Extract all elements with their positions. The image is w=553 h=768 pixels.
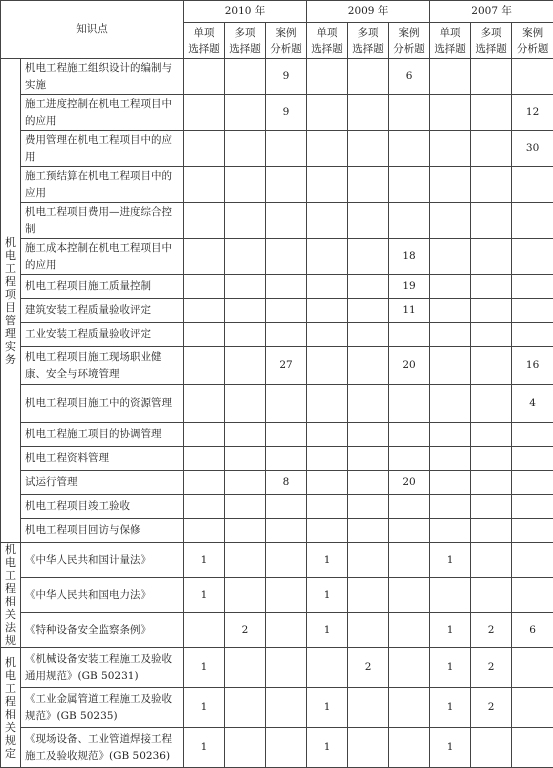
score-cell: 9 [266,59,307,95]
score-cell: 8 [266,471,307,495]
table-row [1,728,553,768]
score-cell [430,519,471,543]
topic-cell: 施工成本控制在机电工程项目中的应用 [21,239,184,275]
score-cell [348,323,389,347]
score-cell [389,323,430,347]
score-cell [348,59,389,95]
score-cell: 16 [512,347,553,385]
score-cell: 1 [430,613,471,648]
score-cell [389,728,430,768]
score-cell [430,299,471,323]
score-cell [430,239,471,275]
table-row [1,495,553,519]
score-cell [348,347,389,385]
score-cell [225,299,266,323]
topic-cell: 机电工程项目施工现场职业健康、安全与环境管理 [21,347,184,385]
table-row [1,95,553,131]
category-cell [1,648,21,768]
score-cell [307,203,348,239]
score-cell: 1 [430,688,471,728]
topic-cell: 《机械设备安装工程施工及验收通用规范》(GB 50231) [21,648,184,688]
score-cell [225,131,266,167]
question-type-label: 案例 [512,25,553,41]
year-header: 2009 年 [307,1,430,23]
score-cell [471,385,512,423]
score-cell [225,95,266,131]
score-cell [512,688,553,728]
question-type-header [512,23,553,59]
score-cell: 4 [512,385,553,423]
score-cell [348,131,389,167]
score-cell: 1 [184,648,225,688]
score-cell [307,648,348,688]
topic-cell: 机电工程施工项目的协调管理 [21,423,184,447]
score-cell: 1 [307,613,348,648]
score-cell [266,447,307,471]
score-cell [389,385,430,423]
score-cell [225,447,266,471]
topic-cell: 《现场设备、工业管道焊接工程施工及验收规范》(GB 50236) [21,728,184,768]
score-cell [430,578,471,613]
score-cell [225,347,266,385]
score-cell [225,59,266,95]
score-cell [471,203,512,239]
score-cell [348,447,389,471]
score-cell: 1 [307,688,348,728]
score-cell: 6 [512,613,553,648]
table-row [1,447,553,471]
question-type-label: 多项 [471,25,511,41]
score-cell [512,275,553,299]
table-row [1,167,553,203]
score-cell [184,471,225,495]
table-row [1,275,553,299]
topic-cell: 机电工程资料管理 [21,447,184,471]
category-cell [1,543,21,648]
score-cell [471,519,512,543]
score-cell [389,688,430,728]
score-cell [348,578,389,613]
score-cell [389,203,430,239]
score-cell [389,423,430,447]
topic-cell: 机电工程施工组织设计的编制与实施 [21,59,184,95]
score-cell: 12 [512,95,553,131]
score-cell [348,688,389,728]
score-cell [430,495,471,519]
score-cell: 20 [389,471,430,495]
score-cell [184,519,225,543]
score-cell: 1 [307,543,348,578]
score-cell: 1 [430,648,471,688]
score-cell [307,323,348,347]
score-cell [512,578,553,613]
question-type-header [389,23,430,59]
score-cell [430,471,471,495]
score-cell [266,688,307,728]
category-cell [1,59,21,543]
table-row [1,131,553,167]
score-cell [348,543,389,578]
score-cell [430,275,471,299]
score-cell [471,471,512,495]
score-cell: 2 [471,648,512,688]
topic-cell: 《中华人民共和国计量法》 [21,543,184,578]
question-type-header [225,23,266,59]
score-cell [512,59,553,95]
score-cell [512,423,553,447]
table-row [1,59,553,95]
score-cell [389,613,430,648]
header-year-row [1,1,553,23]
score-cell [225,728,266,768]
score-cell [471,728,512,768]
table-row [1,648,553,688]
score-cell: 19 [389,275,430,299]
score-cell [266,131,307,167]
question-type-label: 多项 [225,25,265,41]
score-cell [184,423,225,447]
score-cell [389,447,430,471]
score-cell [512,447,553,471]
topic-cell: 《中华人民共和国电力法》 [21,578,184,613]
score-cell [225,543,266,578]
topic-cell: 建筑安装工程质量验收评定 [21,299,184,323]
score-cell [348,95,389,131]
score-cell: 2 [471,688,512,728]
score-cell [512,495,553,519]
score-cell [471,323,512,347]
score-cell [389,648,430,688]
score-cell [307,447,348,471]
score-cell: 1 [430,728,471,768]
score-cell [225,648,266,688]
question-type-label: 案例 [389,25,429,41]
score-cell: 2 [225,613,266,648]
score-cell [184,131,225,167]
score-cell [307,239,348,275]
score-cell: 27 [266,347,307,385]
score-cell: 1 [184,543,225,578]
score-cell [225,688,266,728]
score-cell [389,131,430,167]
score-cell [348,203,389,239]
score-cell [184,299,225,323]
table-row [1,239,553,275]
score-cell [184,323,225,347]
table-row [1,347,553,385]
score-cell [348,239,389,275]
score-cell [389,578,430,613]
score-cell [225,239,266,275]
topic-cell: 工业安装工程质量验收评定 [21,323,184,347]
score-cell [512,167,553,203]
score-cell [184,95,225,131]
score-cell [184,613,225,648]
table-row [1,385,553,423]
score-cell [307,299,348,323]
score-cell: 20 [389,347,430,385]
score-cell [225,423,266,447]
score-cell [512,543,553,578]
score-cell [307,347,348,385]
score-cell [184,447,225,471]
score-cell [471,275,512,299]
score-cell [348,423,389,447]
score-cell [225,578,266,613]
question-type-label: 选择题 [225,41,265,57]
knowledge-point-header: 知识点 [1,1,184,59]
question-type-label: 分析题 [266,41,306,57]
score-cell [225,167,266,203]
score-cell [430,167,471,203]
score-cell [266,323,307,347]
score-cell [266,203,307,239]
question-type-label: 案例 [266,25,306,41]
score-cell [430,131,471,167]
score-cell [471,347,512,385]
score-cell [348,613,389,648]
score-cell [307,95,348,131]
score-cell [307,131,348,167]
table-row [1,688,553,728]
table-row [1,203,553,239]
question-type-label: 选择题 [471,41,511,57]
question-type-label: 分析题 [512,41,553,57]
score-cell [430,59,471,95]
score-cell [184,385,225,423]
topic-cell: 试运行管理 [21,471,184,495]
question-type-header [471,23,512,59]
score-cell [266,578,307,613]
topic-cell: 机电工程项目费用—进度综合控制 [21,203,184,239]
score-cell [184,347,225,385]
question-type-label: 选择题 [430,41,470,57]
score-cell: 2 [471,613,512,648]
question-type-header [430,23,471,59]
score-cell: 1 [184,728,225,768]
topic-cell: 费用管理在机电工程项目中的应用 [21,131,184,167]
score-cell [430,203,471,239]
category-label: 机 电 工 程 项 目 管 理 实 务 [3,236,18,366]
score-cell [225,203,266,239]
question-type-label: 多项 [348,25,388,41]
table-row [1,578,553,613]
score-cell [266,275,307,299]
score-cell: 1 [184,688,225,728]
table-row [1,323,553,347]
question-type-label: 单项 [307,25,347,41]
score-cell: 11 [389,299,430,323]
score-cell [307,275,348,299]
score-cell [430,447,471,471]
score-cell [389,495,430,519]
topic-cell: 机电工程项目回访与保修 [21,519,184,543]
question-type-header [266,23,307,59]
score-cell [471,131,512,167]
table-body [1,1,553,768]
score-cell [348,495,389,519]
score-cell [471,239,512,275]
question-type-label: 选择题 [348,41,388,57]
score-cell [266,543,307,578]
score-cell [471,59,512,95]
score-cell [266,648,307,688]
score-cell [512,728,553,768]
score-cell: 18 [389,239,430,275]
score-cell [266,385,307,423]
score-cell [266,299,307,323]
score-cell [307,59,348,95]
score-cell [471,299,512,323]
score-cell [512,239,553,275]
topic-cell: 《工业金属管道工程施工及验收规范》(GB 50235) [21,688,184,728]
score-cell [184,239,225,275]
score-cell: 9 [266,95,307,131]
score-cell [225,323,266,347]
score-cell [512,648,553,688]
score-cell [471,578,512,613]
score-cell [348,519,389,543]
table-row [1,519,553,543]
score-cell [225,495,266,519]
score-cell [430,347,471,385]
score-cell: 1 [307,728,348,768]
year-header: 2007 年 [430,1,553,23]
category-label: 机 电 工 程 相 关 规 定 [3,656,18,760]
score-cell [266,239,307,275]
score-cell [348,167,389,203]
score-cell [512,323,553,347]
topic-cell: 施工预结算在机电工程项目中的应用 [21,167,184,203]
score-cell: 2 [348,648,389,688]
score-cell [512,299,553,323]
score-cell [389,543,430,578]
question-type-label: 分析题 [389,41,429,57]
score-cell [512,203,553,239]
score-cell: 6 [389,59,430,95]
table-row [1,543,553,578]
score-cell [307,167,348,203]
question-type-label: 选择题 [184,41,224,57]
topic-cell: 施工进度控制在机电工程项目中的应用 [21,95,184,131]
score-cell [471,95,512,131]
score-cell [225,385,266,423]
score-cell [389,519,430,543]
score-cell [266,423,307,447]
score-cell [348,471,389,495]
score-cell [266,519,307,543]
score-cell [389,167,430,203]
score-cell [348,728,389,768]
score-cell: 1 [184,578,225,613]
score-cell [430,323,471,347]
topic-cell: 机电工程项目施工质量控制 [21,275,184,299]
question-type-label: 选择题 [307,41,347,57]
score-cell [225,471,266,495]
table-row [1,299,553,323]
score-cell: 1 [307,578,348,613]
score-cell [266,167,307,203]
score-cell [471,495,512,519]
score-cell [430,95,471,131]
score-cell [471,447,512,471]
score-cell [225,275,266,299]
score-cell [348,299,389,323]
score-cell [184,495,225,519]
score-cell [307,423,348,447]
score-cell [348,385,389,423]
topic-cell: 《特种设备安全监察条例》 [21,613,184,648]
year-header: 2010 年 [184,1,307,23]
score-cell [348,275,389,299]
topic-cell: 机电工程项目竣工验收 [21,495,184,519]
score-cell [430,423,471,447]
score-cell [389,95,430,131]
question-type-header [184,23,225,59]
score-cell [225,519,266,543]
score-cell [430,385,471,423]
score-cell: 30 [512,131,553,167]
score-cell [471,423,512,447]
score-cell [307,471,348,495]
score-cell [512,471,553,495]
table-row [1,423,553,447]
table-row [1,613,553,648]
question-type-header [348,23,389,59]
score-cell [512,519,553,543]
question-type-label: 单项 [184,25,224,41]
score-cell [266,495,307,519]
score-cell [471,543,512,578]
question-type-header [307,23,348,59]
score-cell [266,613,307,648]
score-cell [307,495,348,519]
score-cell: 1 [430,543,471,578]
score-cell [184,59,225,95]
table-row [1,471,553,495]
category-label: 机 电 工 程 相 关 法 规 [3,543,18,647]
score-cell [307,385,348,423]
score-cell [184,203,225,239]
score-cell [307,519,348,543]
topic-cell: 机电工程项目施工中的资源管理 [21,385,184,423]
score-cell [471,167,512,203]
score-cell [184,167,225,203]
question-type-label: 单项 [430,25,470,41]
score-cell [184,275,225,299]
score-cell [266,728,307,768]
